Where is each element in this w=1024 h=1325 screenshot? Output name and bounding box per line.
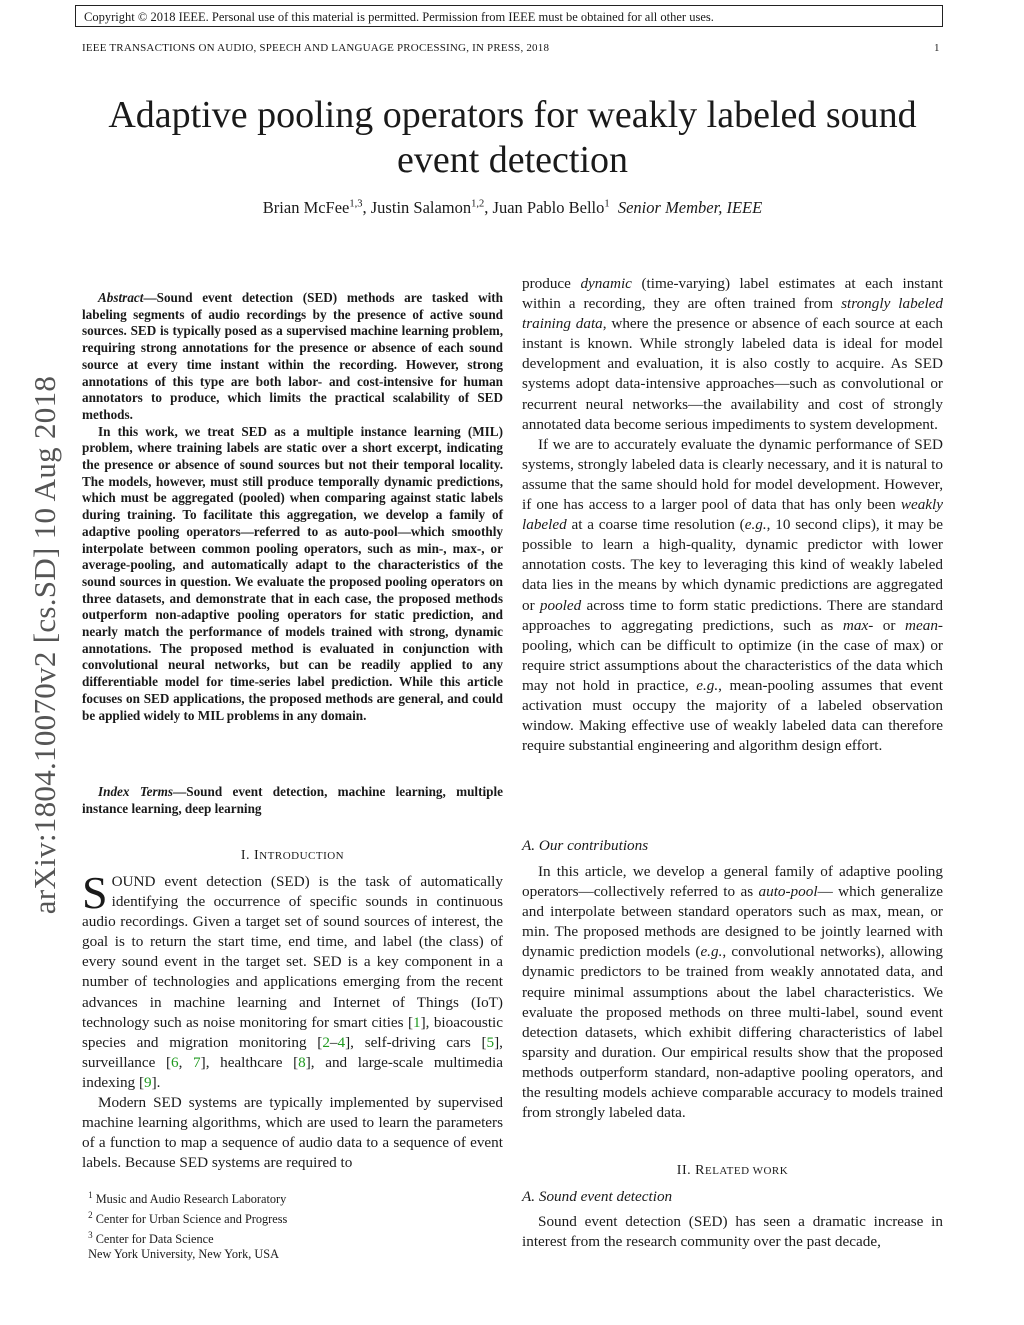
body-paragraph: Sound event detection (SED) has seen a dramatic increase in interest from the research community over the past decade, — [522, 1213, 943, 1251]
text-run: (time-varying) label estimates at each instant within a recording, they are often trained from — [522, 275, 943, 313]
text-run: - or — [868, 616, 906, 634]
text-run: at a coarse time resolution ( — [566, 516, 745, 534]
citation-link[interactable]: 6 — [171, 1053, 179, 1071]
abstract-lead: Abstract — [98, 290, 144, 305]
footnote — [82, 1247, 503, 1263]
text-run: — which generalize and interpolate between standard operators such as max, mean, or min. The proposed methods are designed to be jointly learned with dynamic prediction models ( — [522, 883, 943, 961]
footnote-marker: 2 — [88, 1209, 93, 1220]
footnote — [82, 1228, 503, 1248]
abstract — [82, 290, 503, 724]
section-title-rest: ELATED WORK — [704, 1165, 789, 1177]
emphasis: dynamic — [580, 275, 632, 292]
body-paragraph — [522, 274, 943, 435]
text-run: ], surveillance [ — [82, 1033, 503, 1071]
right-column-body — [522, 274, 943, 756]
footnote-marker: 1 — [88, 1190, 93, 1200]
membership-note: Senior Member, IEEE — [617, 198, 763, 217]
section-title-rest: NTRODUCTION — [259, 850, 345, 862]
text-run: If we are to accurately evaluate the dynamic performance of SED systems, strongly labeled data is clearly necessary, and it is natural to assume that the same should hold for model development. However, if one has access to a larger pool of data that has only been — [522, 435, 943, 514]
text-run: OUND event detection (SED) is the task of automatically identifying the occurrence of specific sounds in continuous audio recordings. Given a target set of sound sources of interest, the goal is to return the start time, end time, and label (the class) of every sound event in the target set. SED is a key component in a number of technologies and applications emerging from the recent advances in machine learning and Internet of Things (IoT) technology such as noise monitoring for smart cities [ — [82, 873, 503, 1031]
section-number: II. — [676, 1163, 692, 1178]
footnote-text: Center for Urban Science and Progress — [95, 1211, 288, 1226]
emphasis: e.g. — [700, 943, 723, 961]
footnote — [82, 1188, 503, 1208]
footnote-text: Center for Data Science — [95, 1231, 214, 1246]
text-run: ], self-driving cars [ — [345, 1033, 487, 1051]
footnotes — [82, 1188, 503, 1263]
author-list: Brian McFee$^{1,3}$, Justin Salamon$^{1,2}$, Juan Pablo Bello$^1$ Senior Member, IEEE — [262, 198, 763, 217]
index-terms — [82, 784, 503, 817]
index-terms-text: —Sound event detection, machine learning, multiple instance learning, deep learning — [82, 784, 504, 816]
footnote-text: New York University, New York, USA — [88, 1247, 279, 1262]
text-run: across time to form static predictions. There are standard approaches to aggregating predictions, such as — [522, 596, 943, 634]
text-run: produce — [522, 275, 581, 292]
arxiv-stamp-text: arXiv:1804.10070v2 [cs.SD] 10 Aug 2018 — [27, 375, 62, 915]
subsection-heading-contributions: A. Our contributions — [522, 837, 649, 854]
text-run: ], bioacoustic species and migration monitoring [ — [82, 1013, 503, 1051]
text-run: -pooling, which can be difficult to optimize (in the case of max) or require strict assumptions about the characteristics of the data which may not hold in practice, — [522, 616, 943, 694]
emphasis: strongly labeled training data — [522, 295, 944, 333]
emphasis: e.g. — [696, 676, 719, 694]
page-number: 1 — [934, 42, 940, 54]
footnote-marker: 3 — [88, 1229, 93, 1240]
text-run: , — [178, 1053, 194, 1071]
section-number: I. — [240, 848, 251, 863]
citation-link[interactable]: 1 — [413, 1013, 421, 1031]
text-run: ], and large-scale multimedia indexing [ — [82, 1053, 504, 1091]
citation-link[interactable]: 8 — [298, 1053, 306, 1071]
abstract-text: —Sound event detection (SED) methods are tasked with labeling segments of audio recordings by the presence of active sound sources. SED is typically posed as a supervised machine learning problem, requiring strong annotations for the presence or absence of each sound source at every time instant within the recording. However, strong annotations of this type are both labor- and cost-intensive for human annotators to produce, which limits the practical scalability of SED methods. — [82, 290, 503, 422]
text-run: , where the presence or absence of each source at each instant is known. While strongly labeled data is ideal for model development and evaluation, it is also costly to acquire. As SED systems adopt data-intensive approaches—such as convolutional or recurrent neural networks—the availability and cost of strongly annotated data become serious impediments to system development. — [522, 315, 944, 433]
body-paragraph — [522, 862, 943, 1123]
text-run: – — [329, 1033, 338, 1051]
emphasis: max — [842, 616, 869, 634]
emphasis: e.g. — [744, 516, 767, 534]
citation-link[interactable]: 2 — [322, 1033, 330, 1051]
emphasis: weakly labeled — [522, 496, 943, 534]
affiliation-marker: 1 — [604, 198, 610, 210]
subsection-heading-sed: A. Sound event detection — [522, 1188, 673, 1205]
paper-title: Adaptive pooling operators for weakly labeled sound event detection — [108, 94, 917, 181]
citation-link[interactable]: 7 — [193, 1053, 201, 1071]
section-title-initial: I — [254, 848, 260, 863]
footnote-text: Music and Audio Research Laboratory — [95, 1192, 287, 1207]
text-run: ]. — [151, 1073, 161, 1091]
introduction-body — [82, 867, 504, 1173]
affiliation-marker: 1,3 — [349, 198, 363, 210]
body-paragraph — [522, 435, 943, 757]
index-terms-lead: Index Terms — [98, 784, 174, 799]
footnote — [82, 1208, 503, 1228]
text-run: , convolutional networks), allowing dynamic predictors to be trained from weakly annotated data, and require minimal assumptions about the label characteristics. We evaluate the proposed methods on three multi-label, sound event detection datasets, which exhibit differing characteristics of label sparsity and duration. Our empirical results show that the proposed methods outperform standard, non-adaptive pooling operators, and the resulting models achieve comparable accuracy to models trained from strongly labeled data. — [522, 943, 943, 1122]
section-heading-introduction — [82, 848, 503, 864]
emphasis: pooled — [539, 596, 582, 614]
text-run: , 10 second clips), it may be possible to learn a high-quality, dynamic predictor with lower annotation costs. The key to leveraging this kind of weakly labeled data lies in the means by which dynamic predictions are aggregated or — [522, 516, 944, 614]
contributions-body — [522, 862, 943, 1123]
citation-link[interactable]: 4 — [337, 1033, 346, 1051]
copyright-notice: Copyright © 2018 IEEE. Personal use of this material is permitted. Permission from IEEE must be obtained for all other uses. — [75, 5, 943, 27]
author-name: Justin Salamon — [370, 198, 472, 217]
arxiv-stamp — [25, 345, 65, 945]
author-name: Juan Pablo Bello — [492, 198, 605, 217]
section-heading-related-work — [522, 1163, 943, 1179]
body-paragraph: Modern SED systems are typically implemented by supervised machine learning algorithms, which are used to learn the parameters of a function to map a sequence of audio data to a sequence of event labels. Because SED systems are required to — [82, 1094, 503, 1172]
abstract-paragraph — [82, 290, 503, 424]
text-run: ], healthcare [ — [200, 1053, 299, 1071]
related-work-body — [522, 1212, 943, 1252]
citation-link[interactable]: 5 — [486, 1033, 495, 1051]
emphasis: mean — [905, 616, 938, 634]
text-run: , mean-pooling assumes that event activation must occupy the majority of a labeled observation window. Making effective use of weakly labeled data can therefore require substantial engineering and algorithm design effort. — [522, 676, 943, 755]
affiliation-marker: 1,2 — [471, 198, 485, 210]
citation-link[interactable]: 9 — [144, 1073, 152, 1091]
section-title-initial: R — [695, 1163, 705, 1178]
abstract-paragraph: In this work, we treat SED as a multiple instance learning (MIL) problem, where training labels are static over a short excerpt, indicating the presence or absence of sound sources but not their temporal locality. The models, however, must still produce temporally dynamic predictions, which must be aggregated (pooled) when comparing against static labels during training. To facilitate this aggregation, we develop a family of adaptive pooling operators—referred to as auto-pool—which smoothly interpolate between common pooling operators, such as min-, max-, or average-pooling, and automatically adapt to the characteristics of the sound sources in question. We evaluate the proposed pooling operators on three datasets, and demonstrate that in each case, the proposed methods outperform non-adaptive pooling operators for static prediction, and nearly match the performance of models trained with strong, dynamic annotations. The proposed method is evaluated in conjunction with convolutional neural networks, but can be readily applied to any differentiable model for time-series label prediction. While this article focuses on SED applications, the proposed methods are general, and could be applied widely to MIL problems in any domain. — [82, 423, 503, 723]
text-run: In this article, we develop a general family of adaptive pooling operators—collectively referred to as — [522, 863, 943, 901]
body-paragraph — [82, 867, 504, 1093]
running-head: IEEE TRANSACTIONS ON AUDIO, SPEECH AND LANGUAGE PROCESSING, IN PRESS, 2018 — [82, 42, 550, 54]
drop-cap: S — [82, 867, 108, 918]
emphasis: auto-pool — [758, 883, 818, 901]
author-name: Brian McFee — [262, 198, 350, 217]
